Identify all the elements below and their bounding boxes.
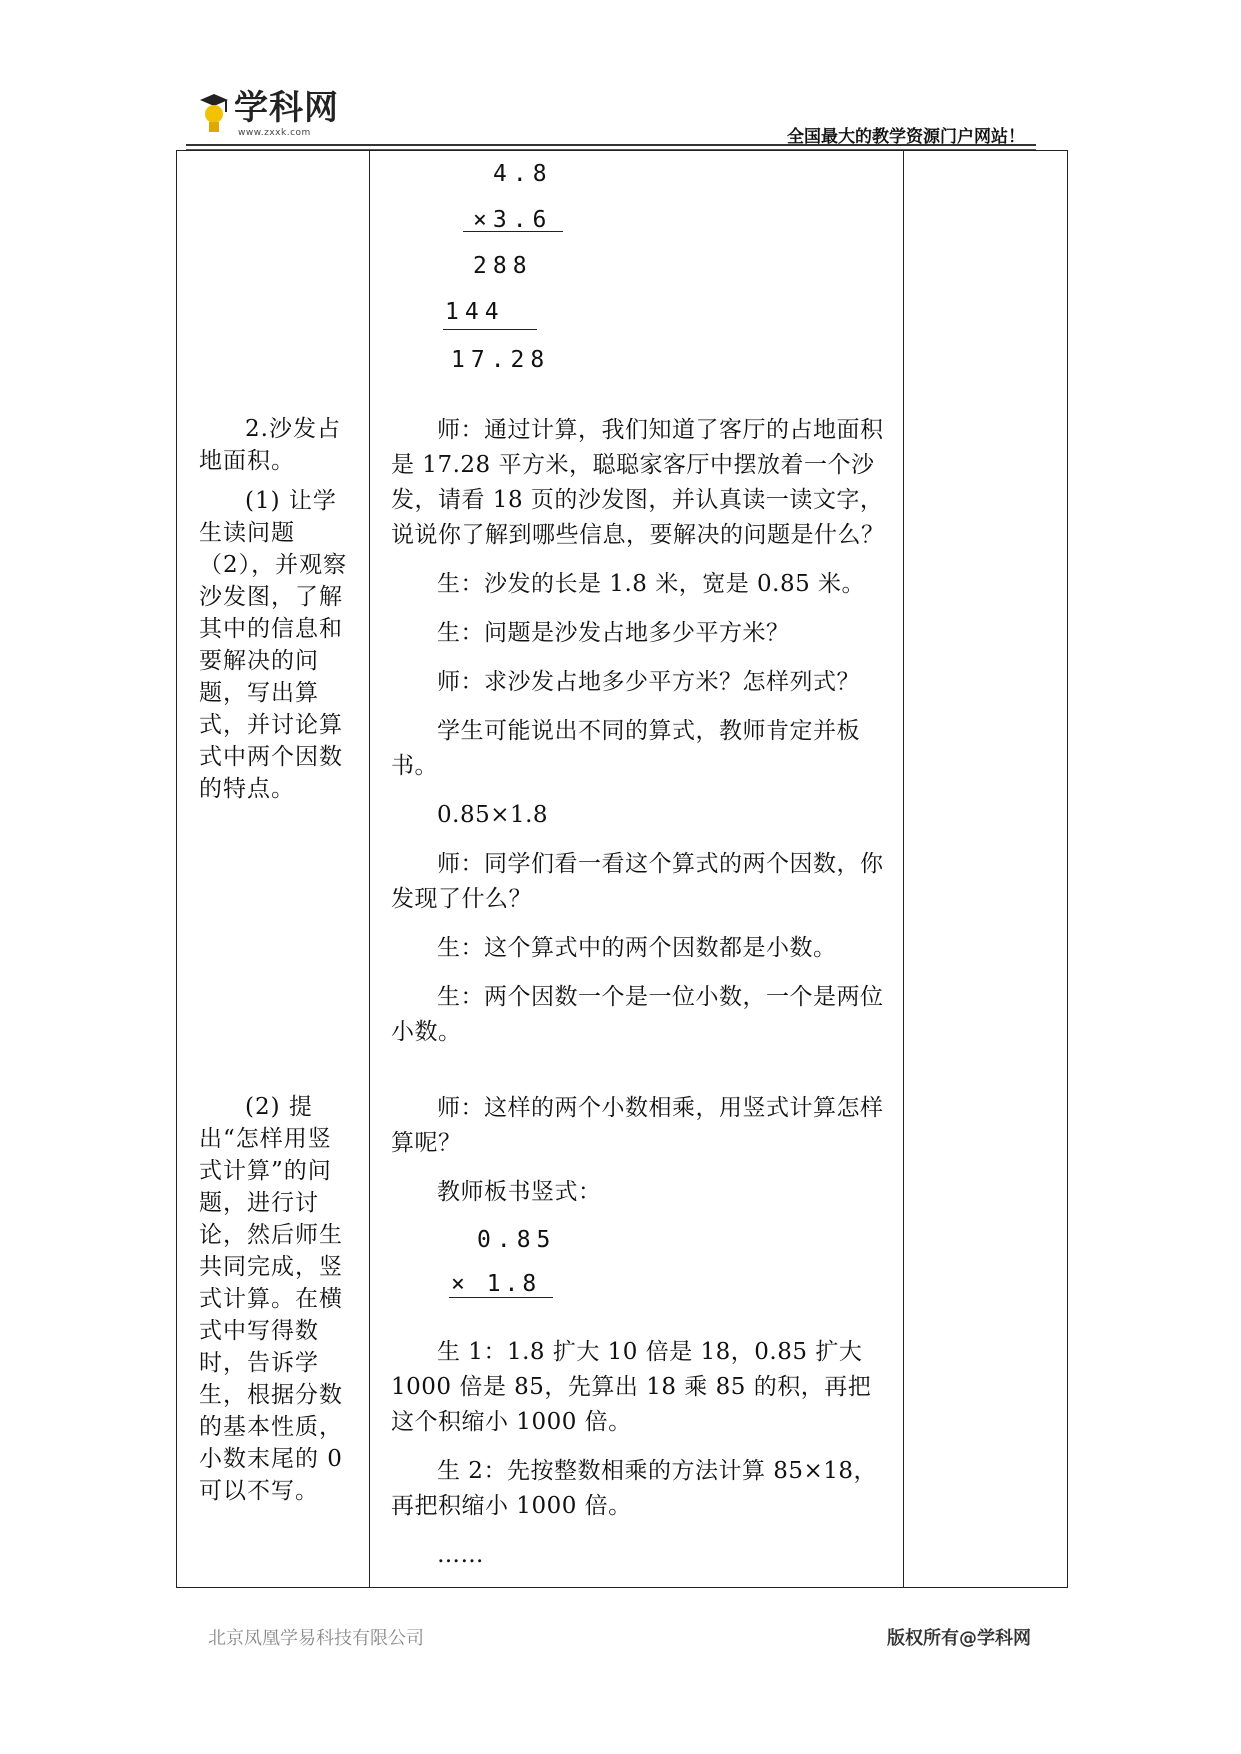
step-panel-1: [199, 413, 349, 813]
calc1-line1: 4.8: [493, 161, 553, 187]
header-divider: [186, 144, 1036, 146]
dialog-line: 师：通过计算，我们知道了客厅的占地面积是 17.28 平方米，聪聪家客厅中摆放着一个沙发，请看 18 页的沙发图，并认真读一读文字，说说你了解到哪些信息，要解决的问题是什么？: [391, 417, 885, 548]
dialog-line: ……: [437, 1542, 484, 1568]
dialog-line: 学生可能说出不同的算式，教师肯定并板书。: [391, 718, 860, 779]
dialog-line: 师：这样的两个小数相乘，用竖式计算怎样算呢？: [391, 1095, 884, 1156]
step-panel-2: [199, 1091, 349, 1515]
dialog-block-2: [391, 1091, 886, 1224]
dialog-line: 生 2：先按整数相乘的方法计算 85×18，再把积缩小 1000 倍。: [391, 1458, 878, 1519]
dialog-line: 教师板书竖式：: [437, 1179, 602, 1205]
dialog-line: 师：同学们看一看这个算式的两个因数，你发现了什么？: [391, 851, 884, 912]
dialog-block-1: [391, 413, 886, 1064]
calc1-line4: 144: [445, 299, 505, 325]
calc2-rule: [449, 1297, 553, 1298]
calc1-rule1: [463, 231, 563, 232]
calc2-line1: 0.85: [477, 1227, 557, 1253]
header-slogan: 全国最大的教学资源门户网站！: [787, 127, 1025, 147]
footer-company: 北京凤凰学易科技有限公司: [208, 1628, 424, 1649]
calc1-line5: 17.28: [451, 347, 551, 373]
dialog-line: 师：求沙发占地多少平方米？怎样列式？: [437, 669, 860, 695]
column-divider-1: [369, 151, 370, 1587]
calc1-line2: ×3.6: [473, 207, 553, 233]
lesson-table: [176, 150, 1068, 1588]
calc2-line2: × 1.8: [451, 1271, 541, 1297]
logo-text: 学科网: [234, 88, 339, 128]
dialog-block-3: [391, 1335, 886, 1587]
dialog-line: 生 1：1.8 扩大 10 倍是 18，0.85 扩大 1000 倍是 85，先算出 18 乘 85 的积，再把这个积缩小 1000 倍。: [391, 1339, 872, 1435]
dialog-line: 生：这个算式中的两个因数都是小数。: [437, 935, 837, 961]
dialog-line: 生：两个因数一个是一位小数，一个是两位小数。: [391, 984, 884, 1045]
graduation-cap-icon: [198, 90, 230, 138]
site-logo: [198, 88, 358, 144]
step-title: 2.沙发占地面积。: [199, 416, 341, 474]
step-2: (2) 提出“怎样用竖式计算”的问题，进行讨论，然后师生共同完成，竖式计算。在横式中写得数时，告诉学生，根据分数的基本性质，小数末尾的 0 可以不写。: [199, 1094, 343, 1504]
logo-url: www.zxxk.com: [238, 128, 311, 138]
step-1: (1) 让学生读问题（2），并观察沙发图，了解其中的信息和要解决的问题，写出算式，并讨论算式中两个因数的特点。: [199, 488, 348, 802]
dialog-line: 生：沙发的长是 1.8 米，宽是 0.85 米。: [437, 571, 866, 597]
dialog-line: 0.85×1.8: [437, 802, 549, 828]
footer-copyright: 版权所有@学科网: [887, 1628, 1031, 1649]
calc1-line3: 288: [473, 253, 533, 279]
column-divider-2: [903, 151, 904, 1587]
calc1-rule2: [443, 329, 537, 330]
dialog-line: 生：问题是沙发占地多少平方米？: [437, 620, 790, 646]
